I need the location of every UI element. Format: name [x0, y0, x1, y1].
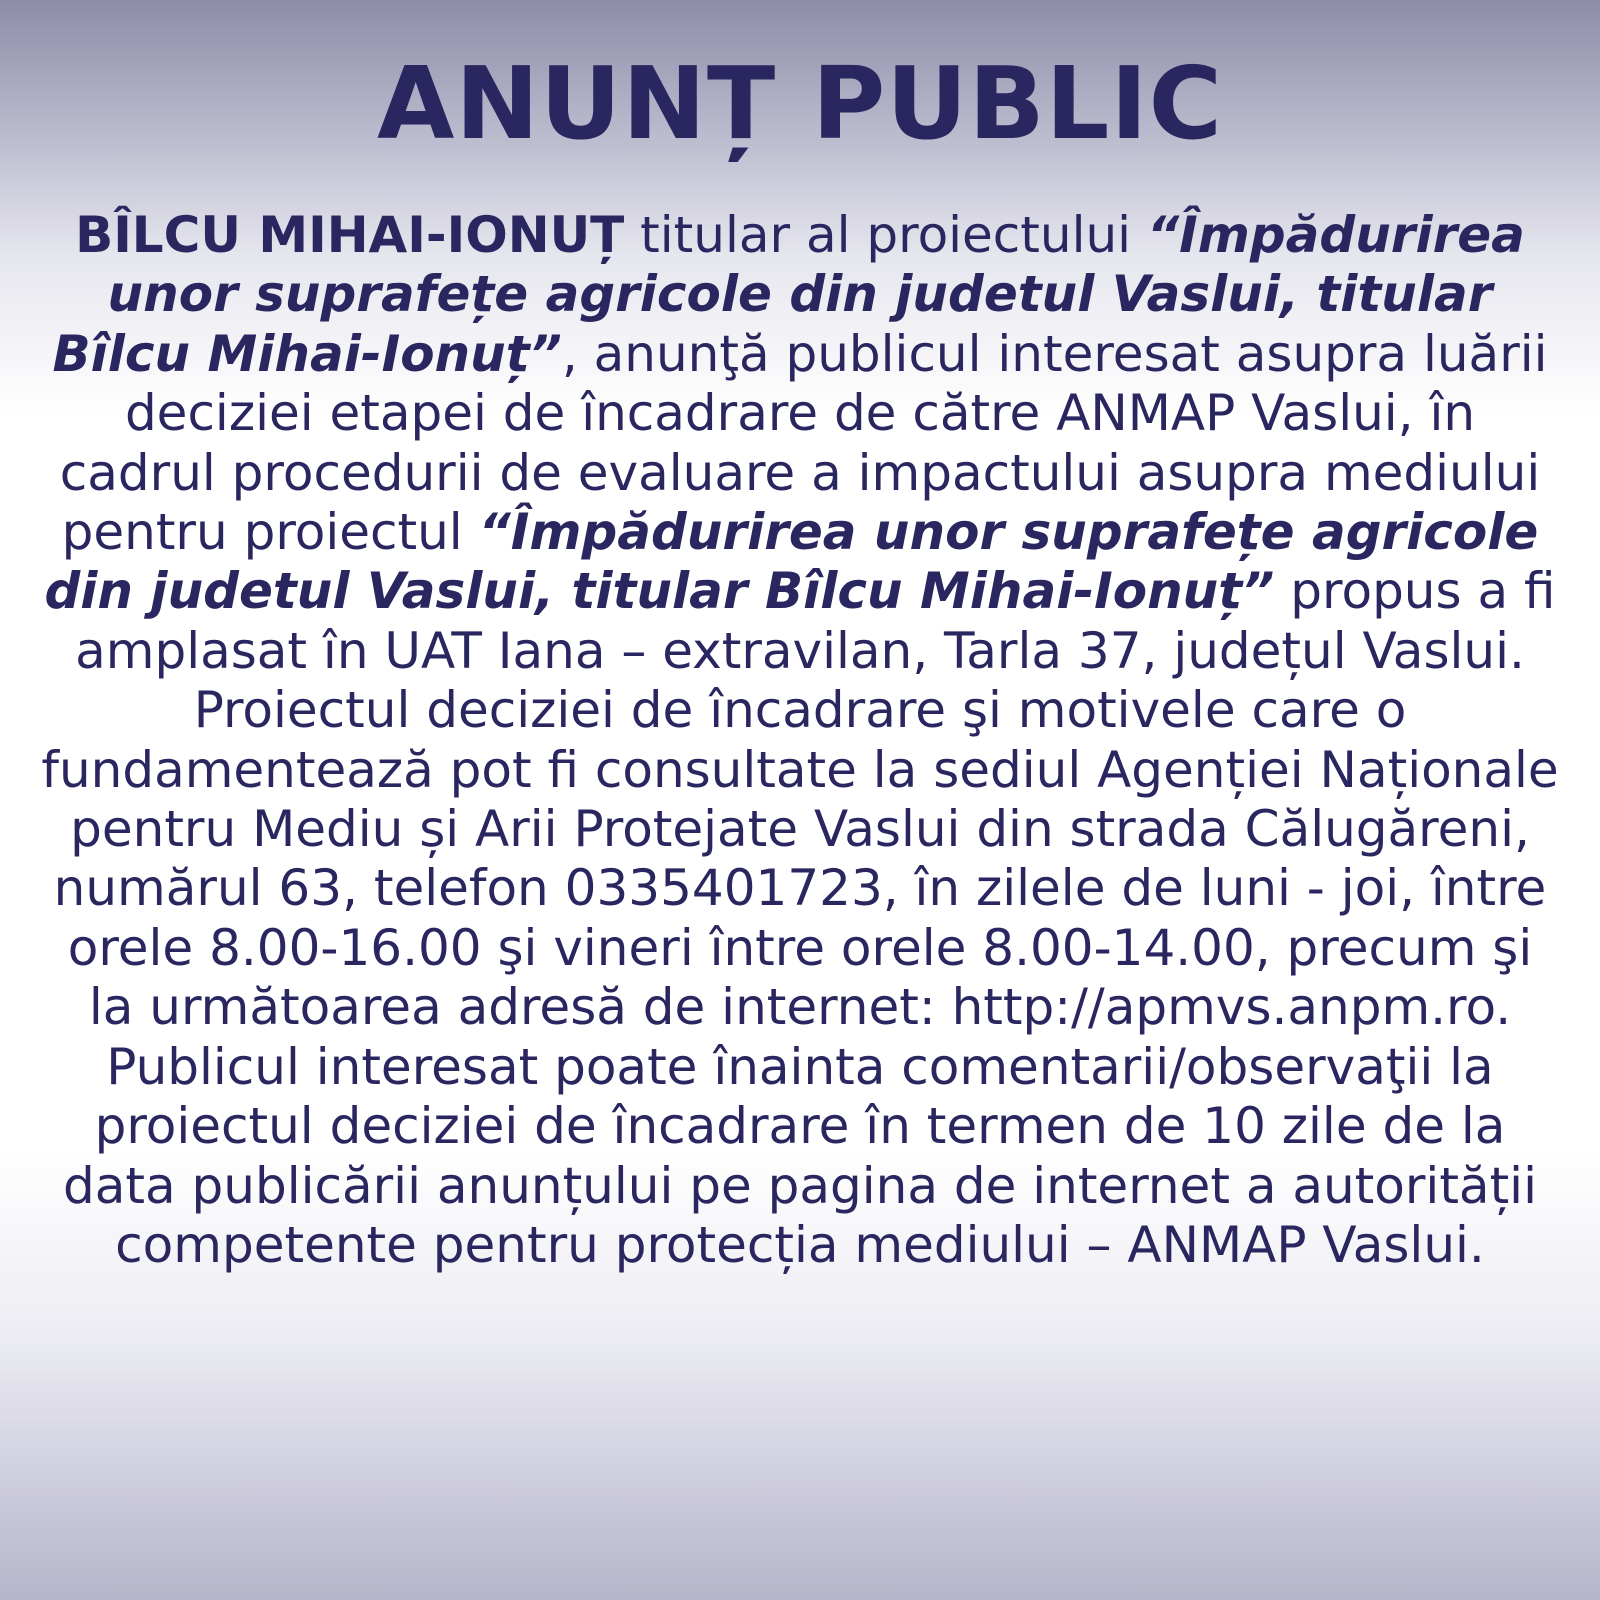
notice-title: ANUNȚ PUBLIC	[376, 45, 1224, 162]
notice-body	[40, 206, 1560, 1275]
project-holder-name: BÎLCU MIHAI-IONUȚ	[75, 206, 625, 264]
notice-paragraph-2: Publicul interesat poate înainta comentarii/observaţii la proiectul deciziei de încadrare în termen de 10 zile de la data publicării anunțului pe pagina de internet a autorității competente pentru protecția mediului – ANMAP Vaslui.	[63, 1037, 1537, 1274]
project-title: “Împădurirea unor suprafețe agricole din judetul Vaslui, titular Bîlcu Mihai-Ionuț”	[44, 503, 1539, 621]
notice-paragraph-1	[40, 206, 1560, 1038]
notice-text-segment: propus a fi amplasat în UAT Iana – extravilan, Tarla 37, județul Vaslui. Proiectul deciziei de încadrare şi motivele care o fundamentează pot fi consultate la sediul Agenției Naționale pentru Mediu și Arii Protejate Vaslui din strada Călugăreni, numărul 63, telefon 0335401723, în zilele de luni - joi, între orele 8.00-16.00 şi vineri între orele 8.00-14.00, precum şi la următoarea adresă de internet: http://apmvs.anpm.ro.	[41, 562, 1559, 1037]
project-title: “Împădurirea unor suprafețe agricole din judetul Vaslui, titular Bîlcu Mihai-Ionuț”	[52, 206, 1525, 383]
notice-text-segment: titular al proiectului	[624, 206, 1147, 264]
notice-text-segment: , anunţă publicul interesat asupra luării deciziei etapei de încadrare de către ANMAP Vaslui, în cadrul procedurii de evaluare a impactului asupra mediului pentru proiectul	[59, 324, 1548, 562]
